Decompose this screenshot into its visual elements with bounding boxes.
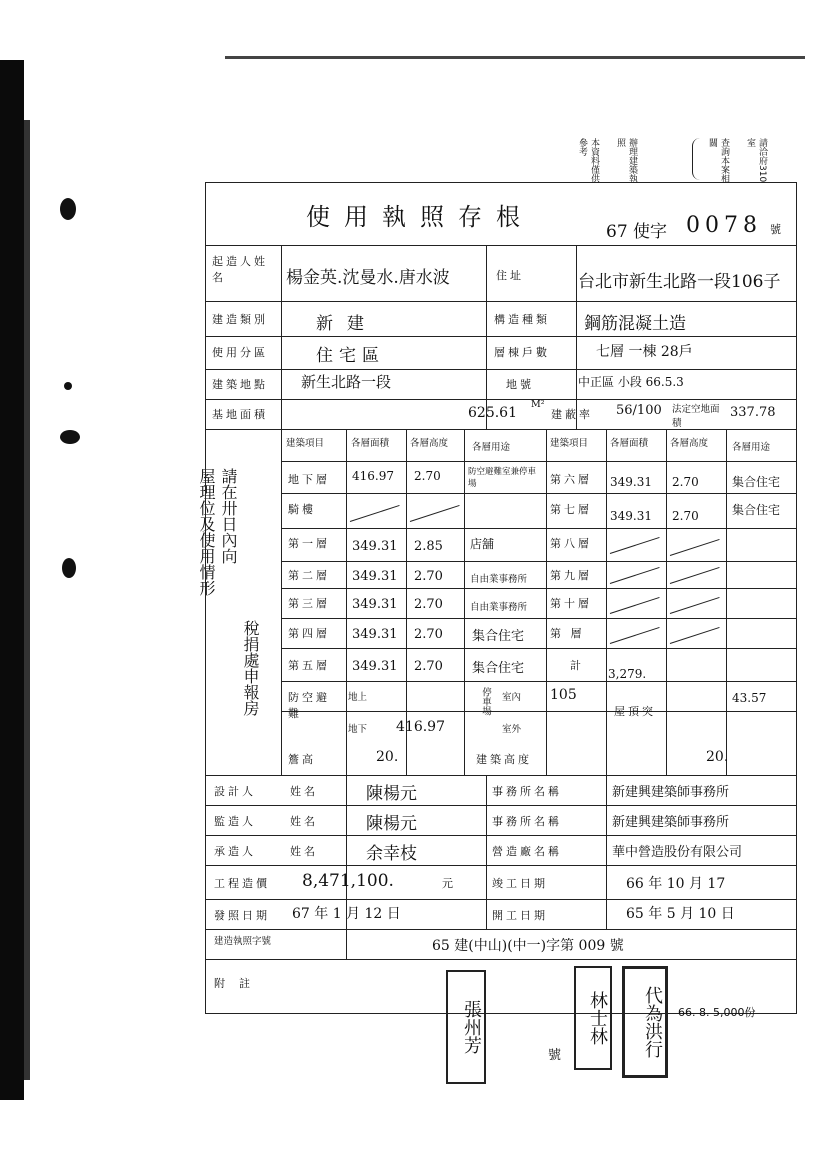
print-run: 66. 8. 5,000份 — [678, 1006, 756, 1019]
build-type-value: 新建 — [316, 314, 378, 334]
ink-blot — [60, 430, 80, 444]
rule — [606, 429, 607, 775]
rule — [206, 399, 796, 400]
floor-area: 349.31 — [352, 569, 398, 584]
stamp-text: 查詢本案相關 — [707, 138, 729, 183]
structure-value: 鋼筋混凝土造 — [584, 314, 686, 334]
zone-label: 使用分區 — [212, 346, 268, 359]
eave-label: 簷高 — [288, 753, 316, 766]
rule — [281, 245, 282, 775]
build-type-label: 建造類別 — [212, 313, 268, 326]
designer-name: 陳楊元 — [366, 784, 417, 804]
permit-number-prefix: 67 使字 — [606, 222, 668, 242]
floor-use: 自由業事務所 — [470, 574, 528, 585]
empty-mark — [610, 537, 660, 554]
coverage-label: 建蔽率 — [551, 408, 593, 421]
address-label: 住址 — [496, 269, 524, 282]
shelter-below-value: 416.97 — [396, 719, 445, 735]
floor-label: 地下層 — [288, 473, 330, 486]
area-unit: M² — [531, 399, 545, 410]
col-header-use-right: 各層用途 — [732, 442, 771, 453]
rule — [281, 588, 796, 589]
seal-stamp: 代為洪行 — [622, 966, 668, 1078]
floor-area: 349.31 — [610, 475, 652, 489]
floor-label: 第四層 — [288, 627, 330, 640]
zone-value: 住宅區 — [316, 346, 385, 366]
rule — [206, 805, 796, 806]
roof-label: 屋頂突 — [614, 705, 656, 718]
empty-mark — [350, 505, 400, 522]
col-header-item: 建築項目 — [286, 438, 325, 449]
supervisor-office-label: 事務所名稱 — [492, 815, 562, 828]
structure-label: 構造種類 — [494, 313, 550, 326]
rule — [281, 711, 796, 712]
height-value: 20. — [706, 749, 729, 765]
rule — [281, 461, 796, 462]
seal-stamp: 林士林 — [574, 966, 612, 1070]
ink-blot — [60, 198, 76, 220]
floor-label: 第八層 — [550, 537, 592, 550]
floor-area: 349.31 — [352, 659, 398, 674]
floor-label: 騎樓 — [288, 503, 316, 516]
col-header-item-right: 建築項目 — [550, 438, 589, 449]
permit-ref-value: 65 建(中山)(中一)字第 009 號 — [432, 938, 624, 954]
floor-height: 2.70 — [414, 569, 443, 584]
binding-shadow — [24, 120, 30, 1080]
rule — [206, 899, 796, 900]
rule — [281, 681, 796, 682]
side-note-3: 稅捐處申報房 — [241, 620, 260, 716]
supervisor-role: 監造人 — [214, 815, 256, 828]
rule — [346, 775, 347, 959]
rule — [546, 429, 547, 775]
col-header-area: 各層面積 — [351, 438, 390, 449]
parking-indoor-value: 105 — [550, 687, 577, 703]
rule — [206, 775, 796, 776]
rule — [206, 429, 796, 430]
col-header-use: 各層用途 — [472, 442, 511, 453]
roof-value: 43.57 — [732, 691, 767, 705]
rule — [281, 493, 796, 494]
floor-area: 416.97 — [352, 469, 394, 483]
rule — [206, 835, 796, 836]
scan-edge — [225, 56, 805, 59]
site-value: 新生北路一段 — [301, 373, 392, 391]
applicant-value: 楊金英.沈曼水.唐水波 — [286, 268, 450, 288]
floor-label: 第三層 — [288, 597, 330, 610]
shelter-label: 防空避難 — [288, 691, 330, 720]
ink-blot — [62, 558, 76, 578]
start-date-label: 開工日期 — [492, 909, 548, 922]
floor-height: 2.70 — [414, 627, 443, 642]
floor-area: 349.31 — [610, 509, 652, 523]
floor-area: 349.31 — [352, 539, 398, 554]
side-note-2: 屋理位及使用情形 — [197, 468, 216, 596]
floor-height: 2.70 — [672, 475, 699, 489]
site-label: 建築地點 — [212, 378, 268, 391]
parking-label: 停車場 — [480, 687, 491, 716]
empty-mark — [610, 567, 660, 584]
empty-mark — [670, 567, 720, 584]
permit-number-suffix: 號 — [770, 223, 781, 236]
legal-area-label: 法定空地面積 — [672, 404, 720, 429]
side-note-1: 請在卅日內向 — [219, 468, 238, 564]
floor-area: 349.31 — [352, 597, 398, 612]
parking-outdoor-label: 室外 — [502, 724, 522, 735]
contractor-name: 余幸枝 — [366, 844, 417, 864]
supervisor-name: 陳楊元 — [366, 814, 417, 834]
shelter-below-label: 地下 — [348, 724, 368, 735]
floor-label: 第一層 — [288, 537, 330, 550]
rule — [206, 336, 796, 337]
applicant-label: 起造人姓名 — [212, 255, 268, 284]
floor-label: 第七層 — [550, 503, 592, 516]
note-label: 附註 — [214, 977, 264, 990]
stamp-text: 辦理建築執照 — [615, 138, 637, 183]
cost-unit: 元 — [442, 877, 456, 890]
stamp-text: 請洽府310室 — [745, 138, 767, 183]
floors-label: 層棟戶數 — [494, 346, 550, 359]
designer-name-label: 姓名 — [290, 785, 318, 798]
lot-label: 地號 — [506, 378, 534, 391]
rule — [606, 775, 607, 929]
area-value: 625.61 — [468, 405, 517, 421]
coverage-value: 56/100 — [616, 403, 662, 418]
floor-height: 2.70 — [672, 509, 699, 523]
rule — [486, 775, 487, 929]
eave-value: 20. — [376, 749, 399, 765]
ink-blot — [64, 382, 72, 390]
col-header-height: 各層高度 — [410, 438, 449, 449]
empty-mark — [610, 597, 660, 614]
rule — [576, 245, 577, 429]
floor-label: 第五層 — [288, 659, 330, 672]
permit-stub-form — [205, 182, 797, 1014]
floor-height: 2.70 — [414, 597, 443, 612]
issue-date-label: 發照日期 — [214, 909, 270, 922]
rule — [206, 301, 796, 302]
rule — [726, 429, 727, 775]
floor-use: 店舖 — [470, 537, 495, 551]
rule — [666, 429, 667, 775]
permit-ref-label: 建造執照字號 — [214, 936, 272, 947]
rule — [281, 648, 796, 649]
supervisor-name-label: 姓名 — [290, 815, 318, 828]
cost-value: 8,471,100. — [302, 871, 394, 891]
floor-label: 第六層 — [550, 473, 592, 486]
address-value: 台北市新生北路一段106子 — [578, 272, 781, 292]
permit-number: 0078 — [686, 213, 762, 238]
rule — [206, 369, 796, 370]
contractor-role: 承造人 — [214, 845, 256, 858]
floor-label: 第九層 — [550, 569, 592, 582]
floor-height: 2.85 — [414, 539, 443, 554]
floor-height: 2.70 — [414, 469, 441, 483]
floor-label: 計 — [570, 659, 584, 672]
seal-stamp: 張州芳 — [446, 970, 486, 1084]
contractor-office-label: 營造廠名稱 — [492, 845, 562, 858]
parking-indoor-label: 室內 — [502, 692, 522, 703]
col-header-height-right: 各層高度 — [670, 438, 709, 449]
rule — [206, 245, 796, 246]
seal-label: 號 — [548, 1048, 562, 1063]
floor-label: 第二層 — [288, 569, 330, 582]
empty-mark — [410, 505, 460, 522]
binding-edge — [0, 60, 24, 1100]
empty-mark — [670, 627, 720, 644]
col-header-area-right: 各層面積 — [610, 438, 649, 449]
designer-office-label: 事務所名稱 — [492, 785, 562, 798]
contractor-name-label: 姓名 — [290, 845, 318, 858]
rule — [346, 429, 347, 775]
height-label: 建築高度 — [476, 753, 532, 766]
floor-label: 第 層 — [550, 627, 585, 640]
floor-use: 集合住宅 — [732, 475, 781, 489]
page-title: 使用執照存根 — [306, 203, 534, 231]
floor-use: 防空避難室兼停車場 — [468, 467, 537, 489]
rule — [206, 929, 796, 930]
floor-height: 2.70 — [414, 659, 443, 674]
legal-area-value: 337.78 — [730, 405, 776, 420]
empty-mark — [670, 539, 720, 556]
floor-area: 349.31 — [352, 627, 398, 642]
empty-mark — [610, 627, 660, 644]
rule — [464, 429, 465, 775]
floor-label: 第十層 — [550, 597, 592, 610]
contractor-office: 華中營造股份有限公司 — [612, 845, 743, 860]
stamp-bracket — [692, 138, 703, 180]
designer-office: 新建興建築師事務所 — [612, 785, 730, 800]
floor-use: 集合住宅 — [472, 629, 525, 644]
rule — [281, 618, 796, 619]
cost-label: 工程造價 — [214, 877, 270, 890]
total-area: 3,279. — [608, 667, 647, 681]
start-date-value: 65 年 5 月 10 日 — [626, 906, 735, 922]
floor-use: 集合住宅 — [472, 661, 525, 676]
shelter-above-label: 地上 — [348, 692, 368, 703]
empty-mark — [670, 597, 720, 614]
designer-role: 設計人 — [214, 785, 256, 798]
area-label: 基地面積 — [212, 408, 268, 421]
floor-use: 集合住宅 — [732, 503, 781, 517]
rule — [486, 245, 487, 429]
issue-date-value: 67 年 1 月 12 日 — [292, 906, 401, 922]
rule — [206, 959, 796, 960]
supervisor-office: 新建興建築師事務所 — [612, 815, 730, 830]
rule — [206, 865, 796, 866]
floor-use: 自由業事務所 — [470, 602, 528, 613]
rule — [281, 528, 796, 529]
end-date-value: 66 年 10 月 17 — [626, 876, 726, 892]
end-date-label: 竣工日期 — [492, 877, 548, 890]
lot-value: 中正區 小段 66.5.3 — [578, 375, 684, 389]
floors-value: 七層 一棟 28戶 — [596, 344, 693, 360]
rule — [281, 561, 796, 562]
stamp-text: 本資料僅供參考 — [577, 138, 599, 183]
reference-stamp — [574, 138, 789, 184]
